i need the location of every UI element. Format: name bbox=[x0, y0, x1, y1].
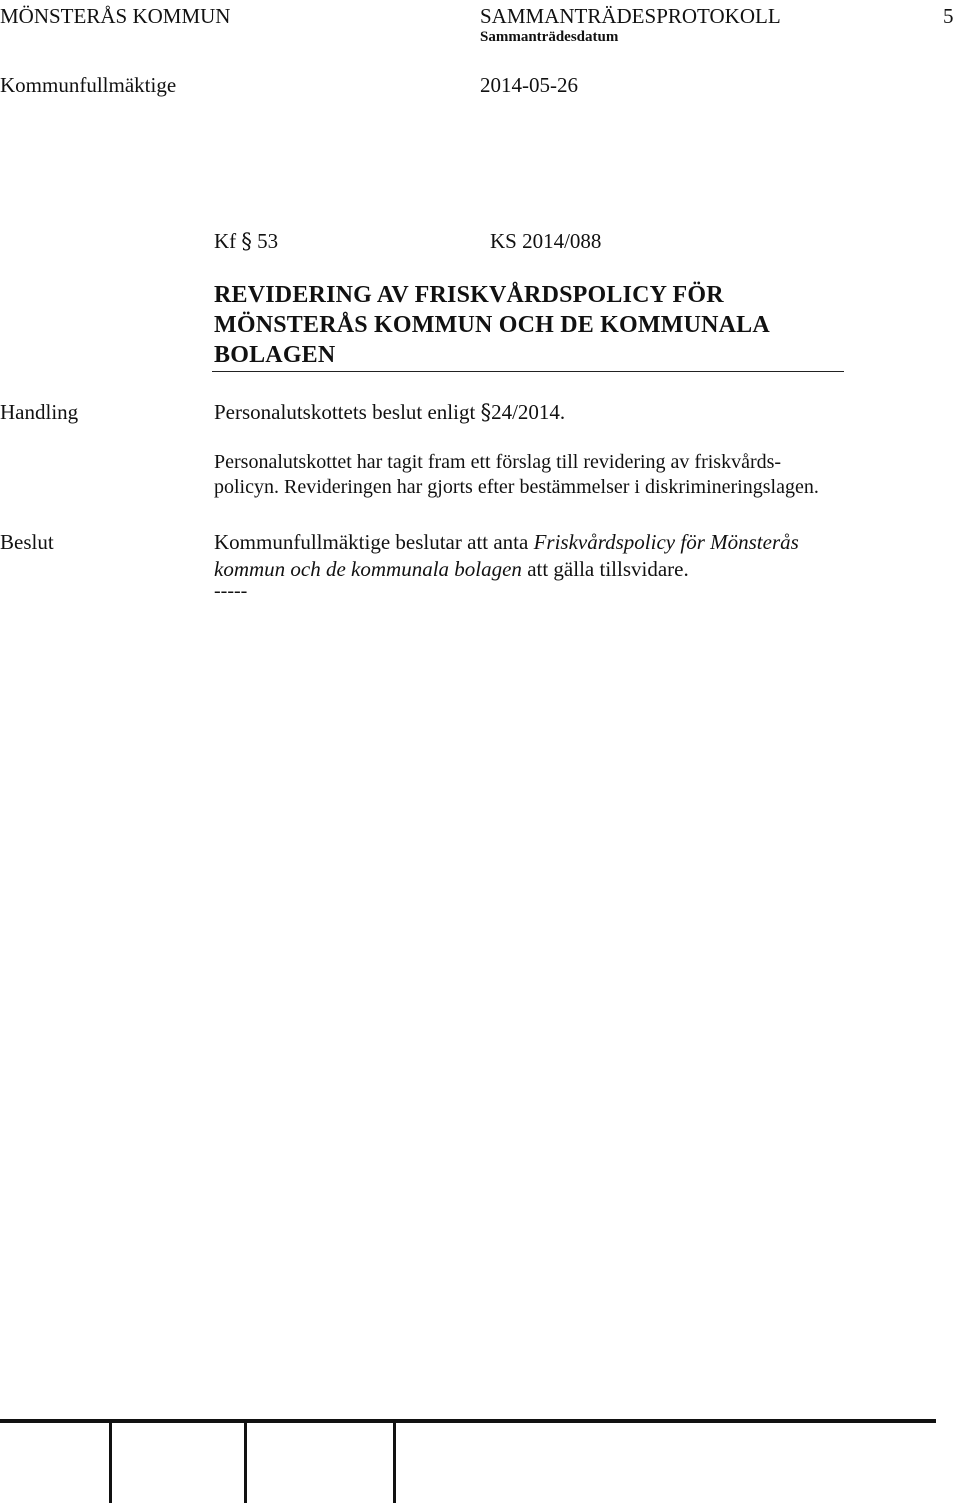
case-number: KS 2014/088 bbox=[490, 229, 602, 253]
signature-divider-1 bbox=[109, 1423, 112, 1503]
beslut-line-1-policy-title: Friskvårdspolicy för Mönsterås bbox=[533, 530, 799, 554]
org-name: MÖNSTERÅS KOMMUN bbox=[0, 4, 231, 28]
beslut-line-2 bbox=[214, 557, 689, 582]
signature-divider-3 bbox=[393, 1423, 396, 1503]
handling-label: Handling bbox=[0, 400, 79, 424]
beslut-line-1-text: Kommunfullmäktige beslutar att anta bbox=[214, 530, 529, 554]
meeting-date: 2014-05-26 bbox=[480, 73, 578, 97]
handling-reference bbox=[214, 400, 565, 425]
handling-text-before: Personalutskottets beslut enligt bbox=[214, 400, 476, 424]
paragraph-number: 53 bbox=[257, 229, 279, 253]
title-line-1: REVIDERING AV FRISKVÅRDSPOLICY FÖR bbox=[214, 282, 724, 308]
handling-paragraph-line-2: policyn. Revideringen har gjorts efter bestämmelser i diskrimineringslagen. bbox=[214, 476, 819, 498]
page-number: 5 bbox=[943, 4, 954, 28]
end-mark: ----- bbox=[214, 580, 248, 602]
meeting-body: Kommunfullmäktige bbox=[0, 73, 177, 97]
date-label: Sammanträdesdatum bbox=[480, 29, 619, 45]
beslut-line-2-text: att gälla tillsvidare. bbox=[527, 557, 689, 581]
handling-section-symbol: § bbox=[480, 400, 492, 424]
title-underline bbox=[212, 371, 844, 372]
title-line-3: BOLAGEN bbox=[214, 342, 336, 368]
handling-paragraph-line-1: Personalutskottet har tagit fram ett förslag till revidering av friskvårds- bbox=[214, 451, 782, 473]
beslut-line-2-policy-title: kommun och de kommunala bolagen bbox=[214, 557, 522, 581]
paragraph-prefix: Kf bbox=[214, 229, 237, 253]
title-line-2: MÖNSTERÅS KOMMUN OCH DE KOMMUNALA bbox=[214, 312, 770, 338]
footer-rule bbox=[0, 1419, 936, 1423]
section-symbol: § bbox=[241, 229, 252, 253]
beslut-label: Beslut bbox=[0, 530, 54, 554]
signature-divider-2 bbox=[244, 1423, 247, 1503]
beslut-line-1 bbox=[214, 530, 799, 555]
paragraph-ref bbox=[214, 229, 278, 254]
handling-text-after: 24/2014. bbox=[491, 400, 566, 424]
doc-type: SAMMANTRÄDESPROTOKOLL bbox=[480, 4, 781, 28]
